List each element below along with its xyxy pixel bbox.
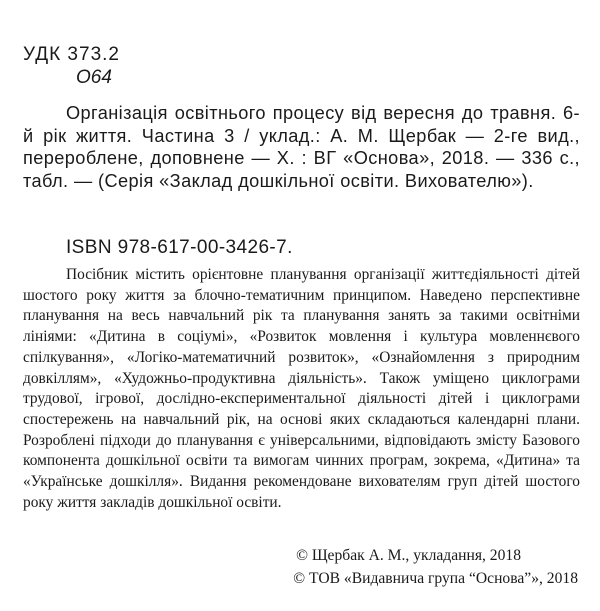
author-mark: О64	[76, 67, 112, 88]
copyright-publisher: © ТОВ «Видавнича група “Основа”», 2018	[293, 570, 578, 587]
isbn: ISBN 978-617-00-3426-7.	[66, 237, 293, 258]
copyright-compiler: © Щербак А. М., укладання, 2018	[296, 547, 521, 564]
annotation: Посібник містить орієнтовне планування організації життєдіяльності дітей шостого року життя за блочно-тематичним принципом. Наведено перспективне планування на весь навчальний рік та планування занять за такими освітніми лініями: «Дитина в соціумі», «Розвиток мовлення і культура мовленнєвого спілкування», «Логіко-математичний розвиток», «Ознайомлення з природним довкіллям», «Художньо-продуктивна діяльність». Також уміщено циклограми трудової, ігрової, дослідно-експериментальної діяльності дітей і циклограми спостережень на навчальний рік, на основі яких складаються календарні плани. Розроблені підходи до планування є універсальними, відповідають змісту Базового компонента дошкільної освіти та вимогам чинних програм, зокрема, «Дитина» та «Українське дошкілля». Видання рекомендоване вихователям груп дітей шостого року життя закладів дошкільної освіти.	[23, 266, 580, 511]
udk-code: УДК 373.2	[23, 44, 120, 65]
bibliographic-record: Організація освітнього процесу від вересня до травня. 6-й рік життя. Частина 3 / уклад.: А. М. Щербак — 2-ге вид., перероблене, доповнене — Х. : ВГ «Основа», 2018. — 336 с., табл. — (Серія «Заклад дошкільної освіти. Вихователю»).	[23, 103, 580, 191]
